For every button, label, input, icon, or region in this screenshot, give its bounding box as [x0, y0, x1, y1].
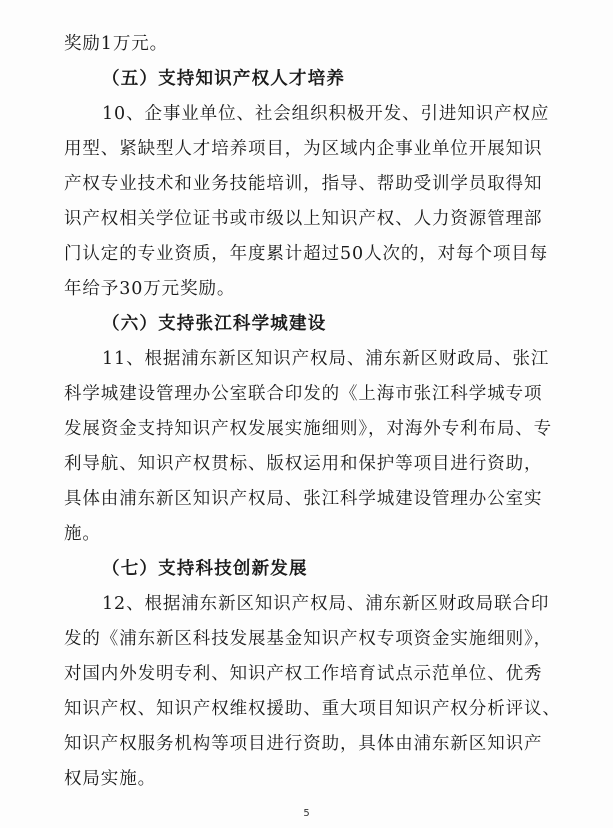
paragraph-12-line: 知识产权、知识产权维权援助、重大项目知识产权分析评议、 — [64, 699, 561, 719]
paragraph-11-line: 发展资金支持知识产权发展实施细则》，对海外专利布局、专 — [64, 419, 553, 439]
paragraph-12-line: 权局实施。 — [64, 769, 156, 789]
paragraph-10-line: 门认定的专业资质，年度累计超过50人次的，对每个项目每 — [64, 244, 549, 264]
paragraph-11-line: 具体由浦东新区知识产权局、张江科学城建设管理办公室实 — [64, 489, 543, 509]
section-heading-5: （五）支持知识产权人才培养 — [102, 69, 346, 89]
paragraph-11-line: 科学城建设管理办公室联合印发的《上海市张江科学城专项 — [64, 384, 543, 404]
page-number: 5 — [303, 808, 310, 819]
paragraph-10-line: 10、企事业单位、社会组织积极开发、引进知识产权应 — [102, 104, 550, 124]
paragraph-12-line: 知识产权服务机构等项目进行资助，具体由浦东新区知识产 — [64, 734, 543, 754]
section-heading-7: （七）支持科技创新发展 — [102, 559, 308, 579]
paragraph-10-line: 识产权相关学位证书或市级以上知识产权、人力资源管理部 — [64, 209, 543, 229]
paragraph-11-line: 11、根据浦东新区知识产权局、浦东新区财政局、张江 — [102, 349, 550, 369]
section-heading-6: （六）支持张江科学城建设 — [102, 314, 327, 334]
paragraph-11-line: 施。 — [64, 524, 101, 544]
body-text-line: 奖励1万元。 — [64, 34, 169, 54]
paragraph-10-line: 年给予30万元奖励。 — [64, 279, 236, 299]
paragraph-10-line: 用型、紧缺型人才培养项目，为区域内企事业单位开展知识 — [64, 139, 543, 159]
paragraph-11-line: 利导航、知识产权贯标、版权运用和保护等项目进行资助， — [64, 454, 543, 474]
paragraph-10-line: 产权专业技术和业务技能培训，指导、帮助受训学员取得知 — [64, 174, 543, 194]
paragraph-12-line: 发的《浦东新区科技发展基金知识产权专项资金实施细则》， — [64, 629, 553, 649]
paragraph-12-line: 对国内外发明专利、知识产权工作培育试点示范单位、优秀 — [64, 664, 543, 684]
paragraph-12-line: 12、根据浦东新区知识产权局、浦东新区财政局联合印 — [102, 594, 550, 614]
